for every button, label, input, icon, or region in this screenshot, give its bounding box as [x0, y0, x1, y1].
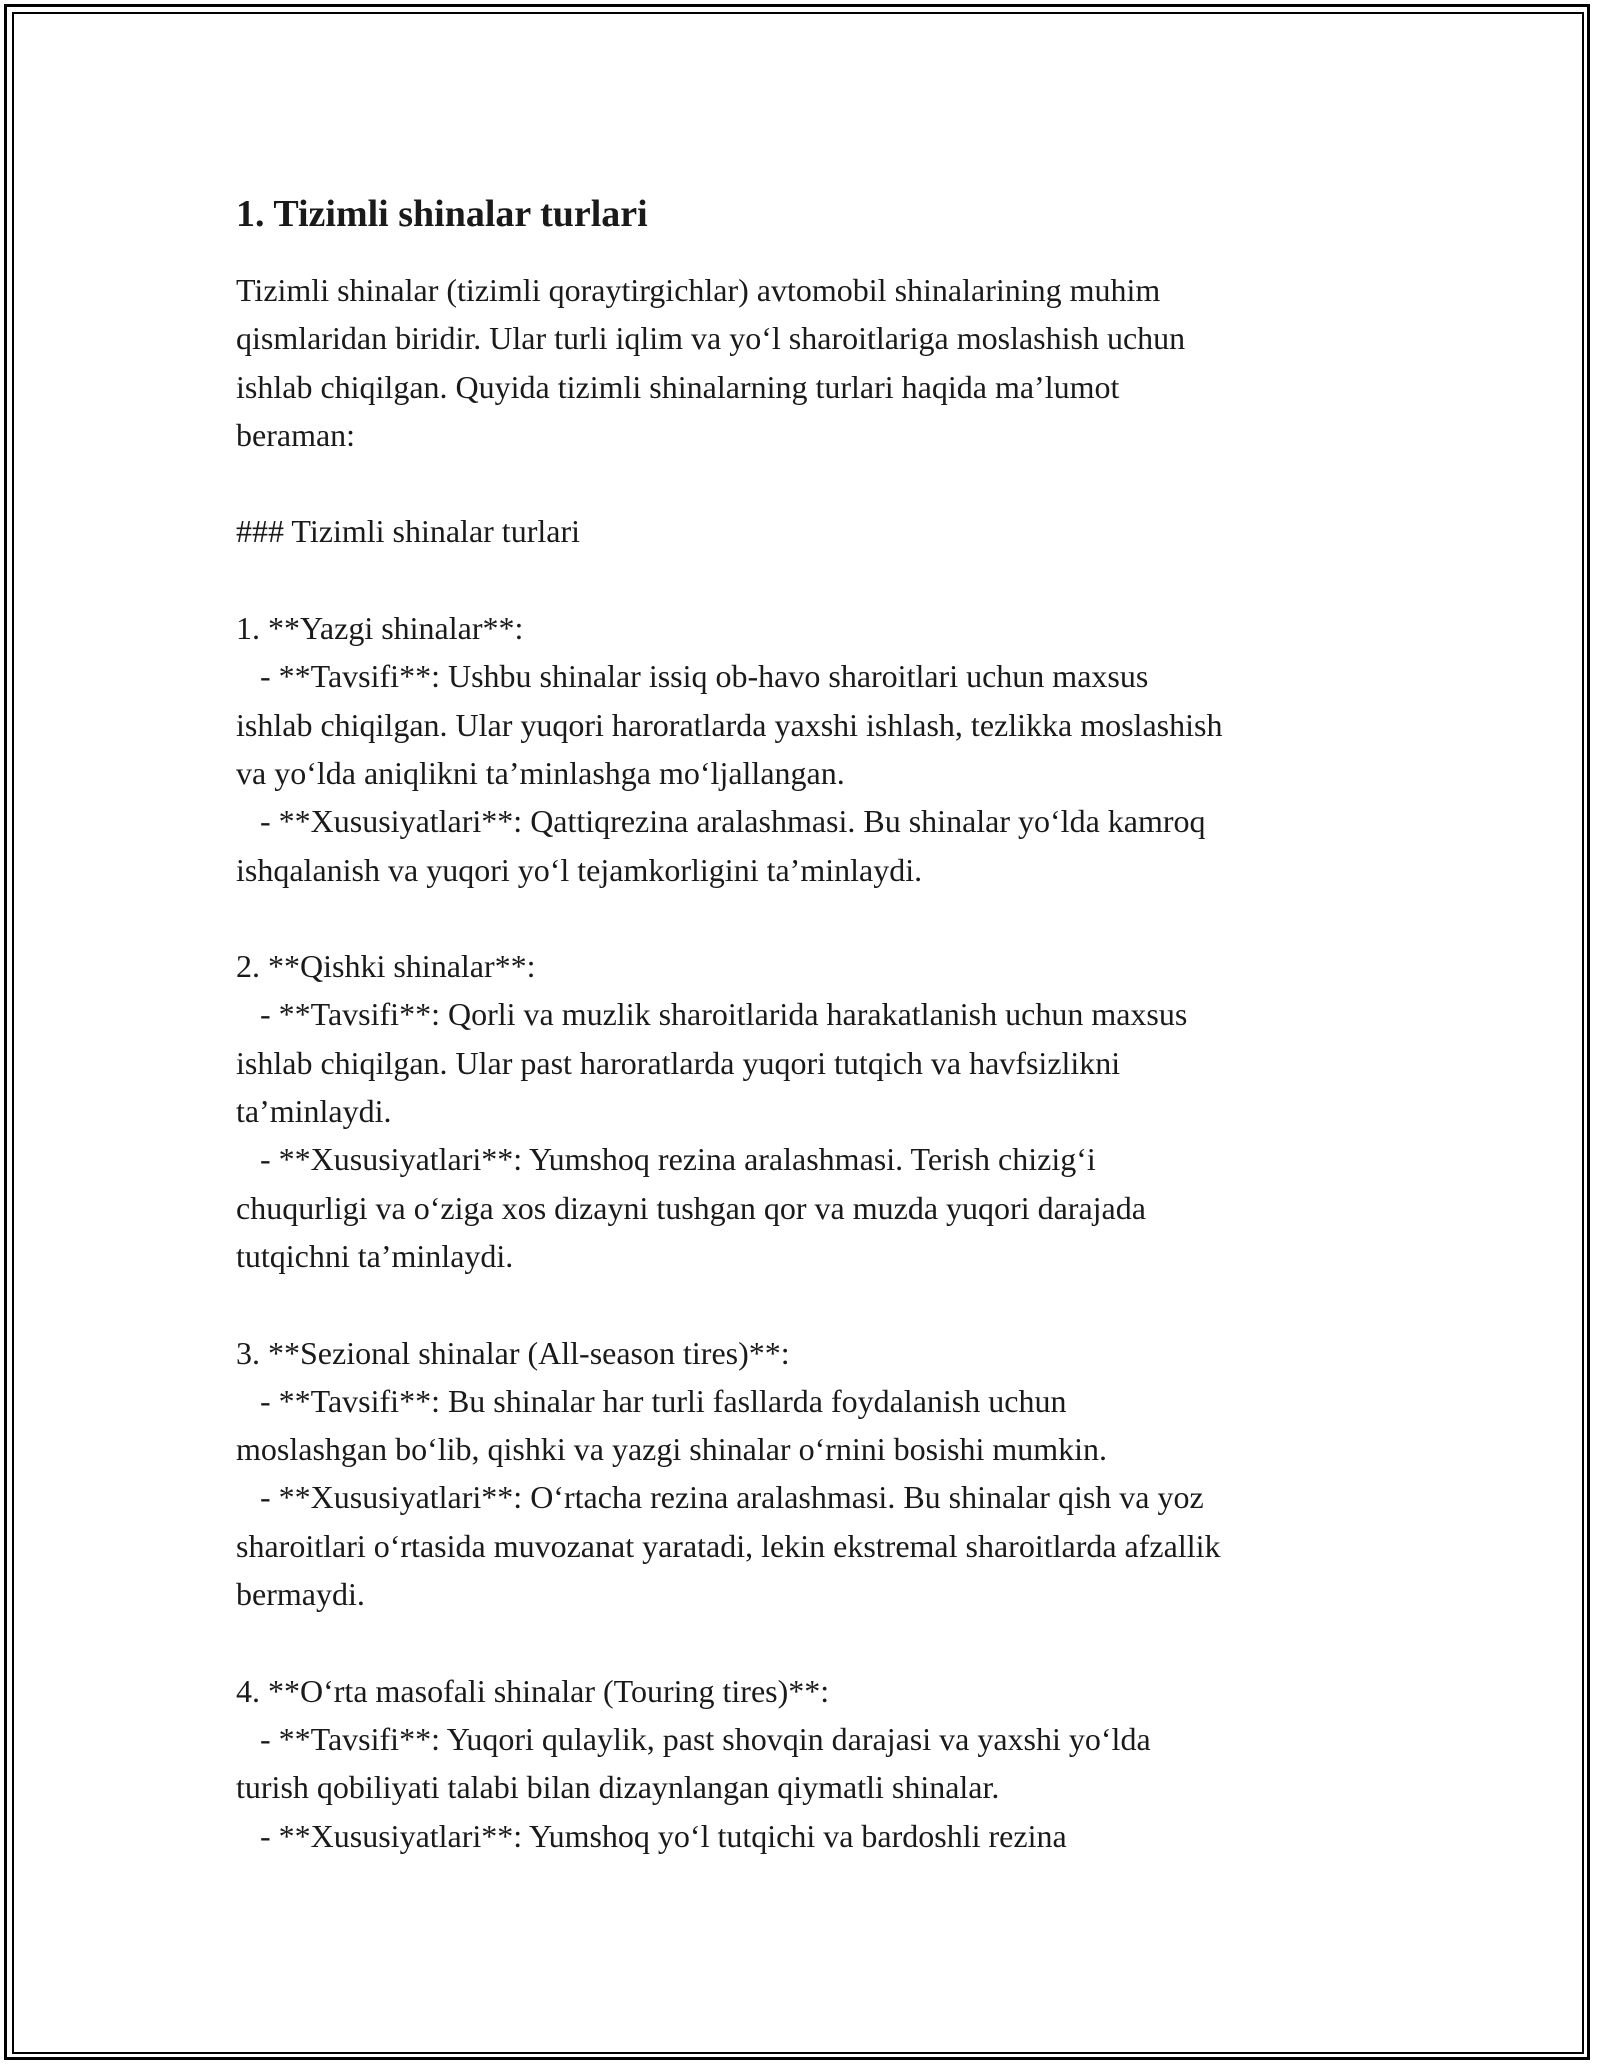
document-body-text: Tizimli shinalar (tizimli qoraytirgichlar) avtomobil shinalarining muhim qismlaridan biridir. Ular turli iqlim va yo‘l sharoitlariga moslashish uchun ishlab chiqilgan. Quyida tizimli shinalarning turlari haqida ma’lumot beraman: ### Tizimli shinalar turlari 1. **Yazgi shinalar**: - **Tavsifi**: Ushbu shinalar issiq ob-havo sharoitlari uchun maxsus ishlab chiqilgan. Ular yuqori haroratlarda yaxshi ishlash, tezlikka moslashish va yo‘lda aniqlikni ta’minlashga mo‘ljallangan. - **Xususiyatlari**: Qattiqrezina aralashmasi. Bu shinalar yo‘lda kamroq ishqalanish va yuqori yo‘l tejamkorligini ta’minlaydi. 2. **Qishki shinalar**: - **Tavsifi**: Qorli va muzlik sharoitlarida harakatlanish uchun maxsus ishlab chiqilgan. Ular past haroratlarda yuqori tutqich va havfsizlikni ta’minlaydi. - **Xususiyatlari**: Yumshoq rezina aralashmasi. Terish chizig‘i chuqurligi va o‘ziga xos dizayni tushgan qor va muzda yuqori darajada tutqichni ta’minlaydi. 3. **Sezional shinalar (All-season tires)**: - **Tavsifi**: Bu shinalar har turli fasllarda foydalanish uchun moslashgan bo‘lib, qishki va yazgi shinalar o‘rnini bosishi mumkin. - **Xususiyatlari**: O‘rtacha rezina aralashmasi. Bu shinalar qish va yoz sharoitlari o‘rtasida muvozanat yaratadi, lekin ekstremal sharoitlarda afzallik bermaydi. 4. **O‘rta masofali shinalar (Touring tires)**: - **Tavsifi**: Yuqori qulaylik, past shovqin darajasi va yaxshi yo‘lda turish qobiliyati talabi bilan dizaynlangan qiymatli shinalar. - **Xususiyatlari**: Yumshoq yo‘l tutqichi va bardoshli rezina [236, 272, 1223, 1854]
document-content [236, 186, 1386, 1860]
document-heading: 1. Tizimli shinalar turlari [236, 193, 648, 235]
